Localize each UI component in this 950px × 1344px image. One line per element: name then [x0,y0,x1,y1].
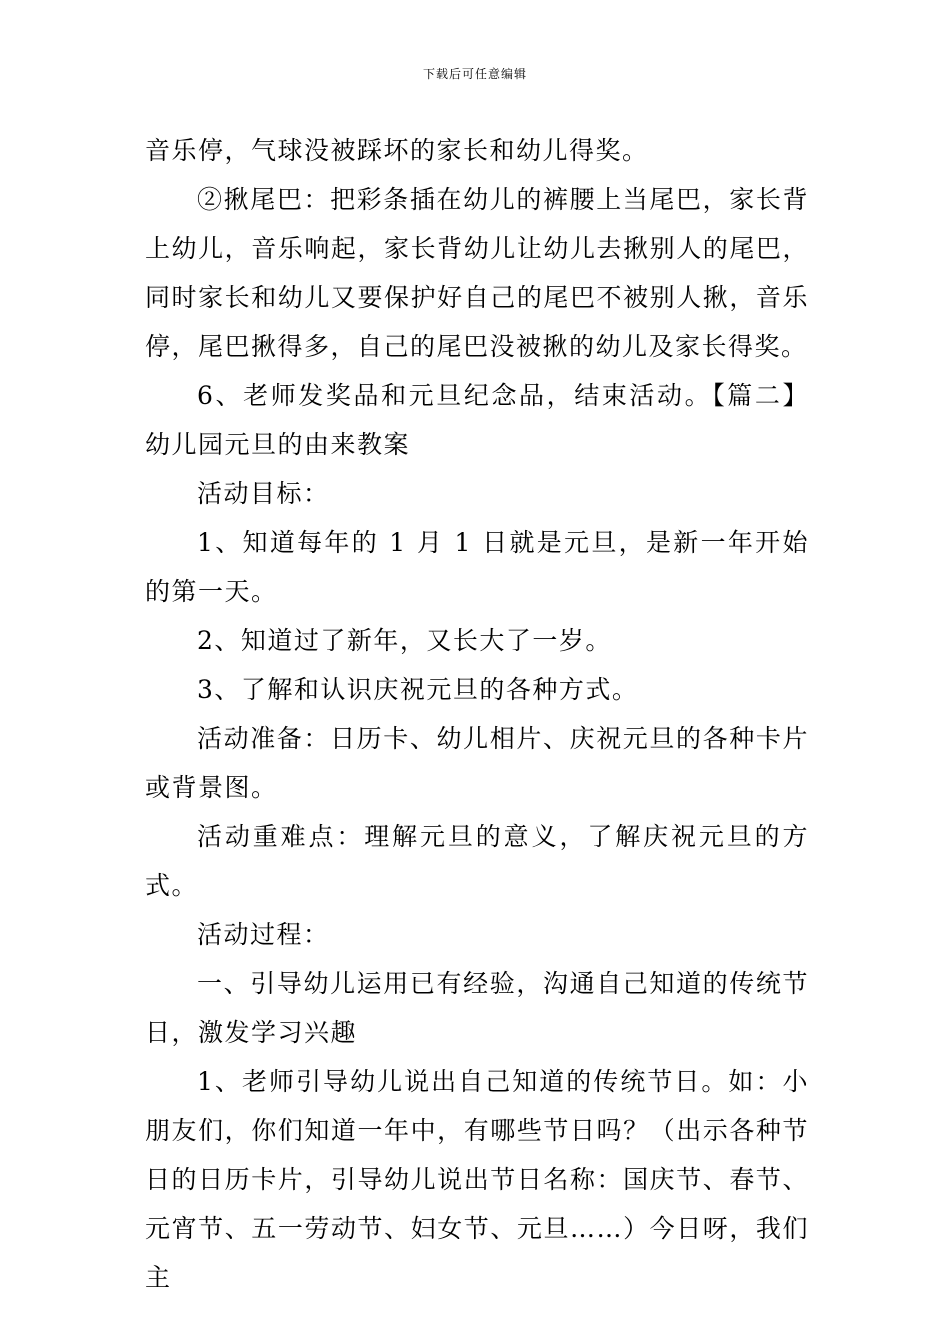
paragraph-step-one: 一、引导幼儿运用已有经验，沟通自己知道的传统节日，激发学习兴趣 [145,969,809,1047]
paragraph-step-one-detail: 1、老师引导幼儿说出自己知道的传统节日。如：小朋友们，你们知道一年中，有哪些节日吗？（出示各种节日的日历卡片，引导幼儿说出节日名称：国庆节、春节、元宵节、五一劳动节、妇女节、元旦……）今日呀，我们主 [145,1067,809,1292]
paragraph-goals-heading: 活动目标： [197,479,330,508]
paragraph-balloon-end: 音乐停，气球没被踩坏的家长和幼儿得奖。 [145,136,649,165]
paragraph-prizes: 6、老师发奖品和元旦纪念品，结束活动。【篇二】幼儿园元旦的由来教案 [145,381,809,459]
page-header: 下载后可任意编辑 [422,67,527,81]
paragraph-goal-1: 1、知道每年的 1 月 1 日就是元旦，是新一年开始的第一天。 [145,528,809,606]
document-body [145,126,809,1302]
paragraph-goal-2: 2、知道过了新年，又长大了一岁。 [197,626,612,655]
paragraph-tail-game: ②揪尾巴：把彩条插在幼儿的裤腰上当尾巴，家长背上幼儿，音乐响起，家长背幼儿让幼儿去揪别人的尾巴，同时家长和幼儿又要保护好自己的尾巴不被别人揪，音乐停，尾巴揪得多，自己的尾巴没被揪的幼儿及家长得奖。 [145,185,809,361]
paragraph-preparation: 活动准备：日历卡、幼儿相片、庆祝元旦的各种卡片或背景图。 [145,724,809,802]
paragraph-goal-3: 3、了解和认识庆祝元旦的各种方式。 [197,675,639,704]
paragraph-process-heading: 活动过程： [197,920,330,949]
paragraph-key-points: 活动重难点：理解元旦的意义，了解庆祝元旦的方式。 [145,822,809,900]
